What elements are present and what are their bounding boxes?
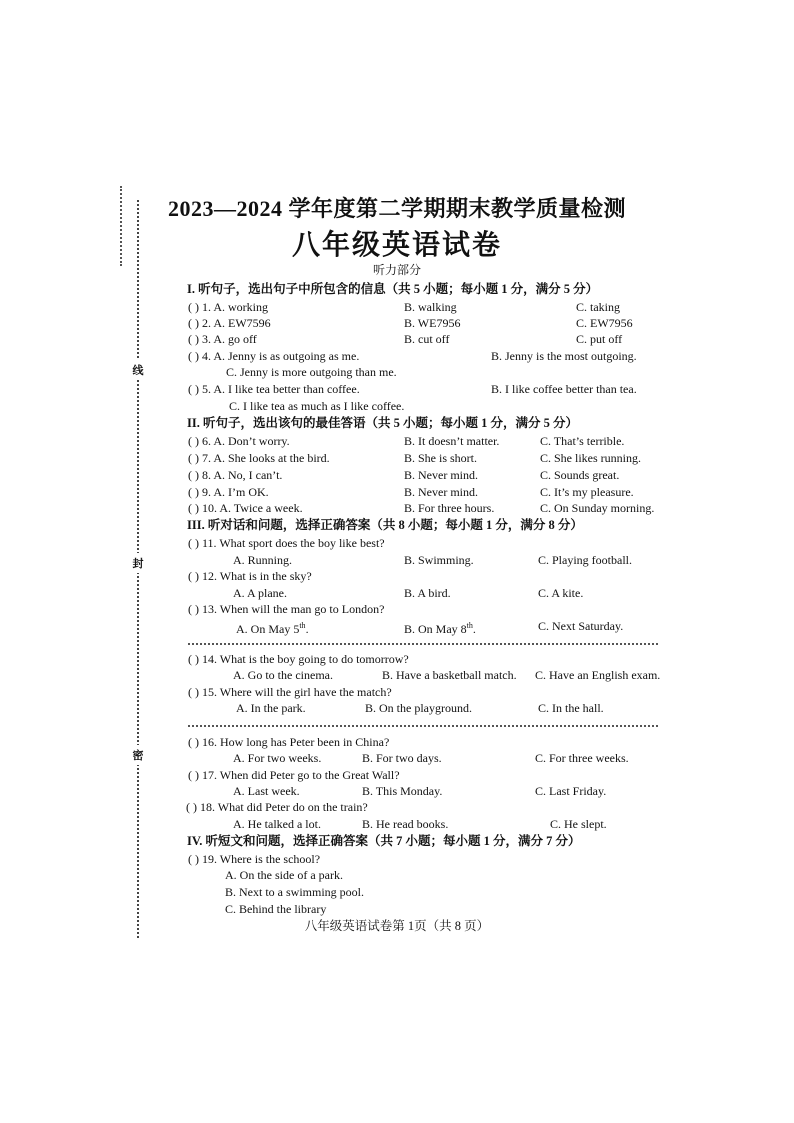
- q2-option-c: C. EW7956: [576, 316, 633, 330]
- q15-option-b: B. On the playground.: [365, 701, 472, 715]
- q9-option-c: C. It’s my pleasure.: [540, 485, 634, 499]
- dialogue-separator: [188, 643, 658, 645]
- margin-char-xian: 线: [132, 360, 144, 380]
- q18-option-b: B. He read books.: [362, 817, 449, 831]
- q4-option-b: B. Jenny is the most outgoing.: [491, 349, 637, 363]
- q14-option-c: C. Have an English exam.: [535, 668, 661, 682]
- q6-option-c: C. That’s terrible.: [540, 434, 625, 448]
- q14-option-a: A. Go to the cinema.: [233, 668, 333, 682]
- margin-char-feng: 封: [132, 553, 144, 573]
- q11-option-c: C. Playing football.: [538, 553, 632, 567]
- q11-option-a: A. Running.: [233, 553, 293, 567]
- q12-stem: ( ) 12. What is in the sky?: [188, 569, 312, 583]
- q2-option-b: B. WE7956: [404, 316, 461, 330]
- q3-stem: ( ) 3. A. go off: [188, 332, 257, 346]
- q6-option-b: B. It doesn’t matter.: [404, 434, 500, 448]
- q13-stem: ( ) 13. When will the man go to London?: [188, 602, 385, 616]
- page-footer: 八年级英语试卷第 1页（共 8 页）: [304, 919, 490, 933]
- q7-option-c: C. She likes running.: [540, 451, 641, 465]
- q9-option-b: B. Never mind.: [404, 485, 478, 499]
- q5-option-c: C. I like tea as much as I like coffee.: [229, 399, 405, 413]
- q16-option-c: C. For three weeks.: [535, 751, 629, 765]
- dialogue-separator: [188, 725, 658, 727]
- q19-stem: ( ) 19. Where is the school?: [188, 852, 321, 866]
- q5-option-b: B. I like coffee better than tea.: [491, 382, 637, 396]
- q10-stem: ( ) 10. A. Twice a week.: [188, 501, 303, 515]
- q10-option-b: B. For three hours.: [404, 501, 495, 515]
- q19-option-b: B. Next to a swimming pool.: [225, 885, 364, 899]
- q13-option-a: A. On May 5th.: [236, 621, 309, 636]
- q13-option-c: C. Next Saturday.: [538, 619, 624, 633]
- part-label: 听力部分: [372, 263, 421, 277]
- q11-option-b: B. Swimming.: [404, 553, 474, 567]
- q1-option-c: C. taking: [576, 300, 620, 314]
- section-3-heading: III. 听对话和问题，选择正确答案（共 8 小题；每小题 1 分，满分 8 分）: [187, 518, 583, 532]
- exam-title: 2023—2024 学年度第二学期期末教学质量检测: [167, 196, 626, 221]
- q4-option-c: C. Jenny is more outgoing than me.: [226, 365, 397, 379]
- q9-stem: ( ) 9. A. I’m OK.: [188, 485, 269, 499]
- q17-option-a: A. Last week.: [233, 784, 300, 798]
- q12-option-b: B. A bird.: [404, 586, 451, 600]
- q17-option-b: B. This Monday.: [362, 784, 443, 798]
- q7-stem: ( ) 7. A. She looks at the bird.: [188, 451, 330, 465]
- q8-option-c: C. Sounds great.: [540, 468, 620, 482]
- q1-stem: ( ) 1. A. working: [188, 300, 268, 314]
- q3-option-b: B. cut off: [404, 332, 450, 346]
- q16-option-a: A. For two weeks.: [233, 751, 322, 765]
- margin-char-mi: 密: [132, 745, 144, 765]
- q17-option-c: C. Last Friday.: [535, 784, 607, 798]
- q15-option-a: A. In the park.: [236, 701, 306, 715]
- q18-option-a: A. He talked a lot.: [233, 817, 321, 831]
- section-2-heading: II. 听句子，选出该句的最佳答语（共 5 小题；每小题 1 分，满分 5 分）: [187, 416, 578, 430]
- q18-option-c: C. He slept.: [550, 817, 607, 831]
- q19-option-a: A. On the side of a park.: [225, 868, 343, 882]
- q16-option-b: B. For two days.: [362, 751, 442, 765]
- q12-option-c: C. A kite.: [538, 586, 584, 600]
- q11-stem: ( ) 11. What sport does the boy like best?: [188, 536, 385, 550]
- q3-option-c: C. put off: [576, 332, 623, 346]
- q7-option-b: B. She is short.: [404, 451, 478, 465]
- q15-option-c: C. In the hall.: [538, 701, 604, 715]
- q10-option-c: C. On Sunday morning.: [540, 501, 655, 515]
- section-4-heading: IV. 听短文和问题，选择正确答案（共 7 小题；每小题 1 分，满分 7 分）: [187, 834, 581, 848]
- q8-stem: ( ) 8. A. No, I can’t.: [188, 468, 283, 482]
- section-1-heading: I. 听句子，选出句子中所包含的信息（共 5 小题；每小题 1 分，满分 5 分）: [187, 282, 599, 296]
- q16-stem: ( ) 16. How long has Peter been in China?: [188, 735, 390, 749]
- q12-option-a: A. A plane.: [233, 586, 287, 600]
- q18-stem: ( ) 18. What did Peter do on the train?: [186, 800, 368, 814]
- q14-stem: ( ) 14. What is the boy going to do tomorrow?: [188, 652, 409, 666]
- q13-option-b: B. On May 8th.: [404, 621, 476, 636]
- q2-stem: ( ) 2. A. EW7596: [188, 316, 271, 330]
- q15-stem: ( ) 15. Where will the girl have the match?: [188, 685, 392, 699]
- q19-option-c: C. Behind the library: [225, 902, 327, 916]
- q8-option-b: B. Never mind.: [404, 468, 478, 482]
- q5-stem: ( ) 5. A. I like tea better than coffee.: [188, 382, 360, 396]
- q4-stem: ( ) 4. A. Jenny is as outgoing as me.: [188, 349, 360, 363]
- q1-option-b: B. walking: [404, 300, 457, 314]
- q14-option-b: B. Have a basketball match.: [382, 668, 517, 682]
- q17-stem: ( ) 17. When did Peter go to the Great Wall?: [188, 768, 400, 782]
- exam-subtitle: 八年级英语试卷: [291, 230, 502, 261]
- q6-stem: ( ) 6. A. Don’t worry.: [188, 434, 290, 448]
